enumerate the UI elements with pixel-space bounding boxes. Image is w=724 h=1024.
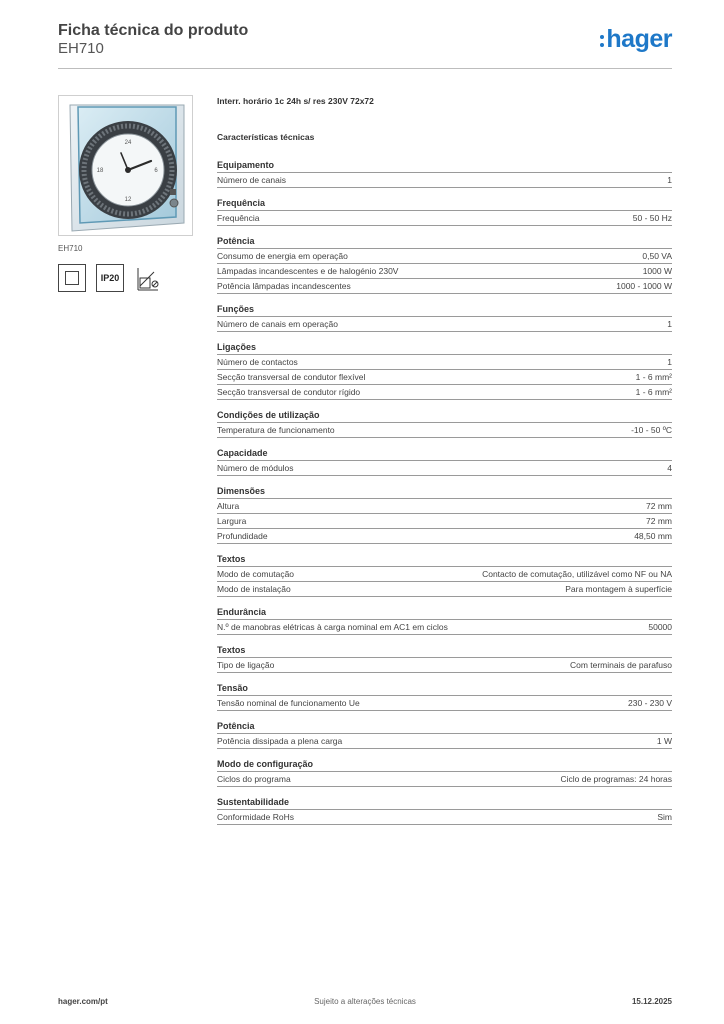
spec-value: 1000 W	[642, 265, 672, 276]
logo-text: hager	[606, 25, 672, 53]
spec-row	[217, 264, 672, 279]
spec-group	[217, 159, 672, 188]
spec-label: Potência lâmpadas incandescentes	[217, 280, 351, 291]
spec-row	[217, 499, 672, 514]
spec-label: Ciclos do programa	[217, 773, 291, 784]
spec-group	[217, 606, 672, 635]
spec-row	[217, 249, 672, 264]
spec-row	[217, 582, 672, 597]
spec-value: Para montagem à superfície	[565, 583, 672, 594]
spec-value: 1000 - 1000 W	[616, 280, 672, 291]
spec-value: Com terminais de parafuso	[569, 659, 672, 670]
spec-label: Temperatura de funcionamento	[217, 424, 335, 435]
spec-row	[217, 211, 672, 226]
spec-group	[217, 235, 672, 294]
spec-label: N.º de manobras elétricas à carga nominal em AC1 em ciclos	[217, 621, 448, 632]
spec-row	[217, 734, 672, 749]
spec-group	[217, 341, 672, 400]
spec-group	[217, 409, 672, 438]
spec-value: 1	[667, 356, 672, 367]
section-title: Características técnicas	[217, 132, 315, 142]
spec-value: 48,50 mm	[634, 530, 672, 541]
spec-label: Tipo de ligação	[217, 659, 275, 670]
spec-value: 1	[667, 318, 672, 329]
installation-symbol-icon	[134, 264, 162, 292]
spec-label: Número de canais em operação	[217, 318, 338, 329]
ip20-label: IP20	[100, 273, 120, 283]
spec-group-title: Dimensões	[217, 485, 672, 499]
spec-label: Tensão nominal de funcionamento Ue	[217, 697, 360, 708]
spec-group	[217, 197, 672, 226]
dial-label: 12	[124, 197, 132, 203]
spec-group	[217, 644, 672, 673]
spec-group-title: Endurância	[217, 606, 672, 620]
spec-label: Secção transversal de condutor rígido	[217, 386, 361, 397]
spec-group-title: Potência	[217, 720, 672, 734]
image-caption: EH710	[58, 244, 83, 253]
spec-group-title: Tensão	[217, 682, 672, 696]
spec-row	[217, 173, 672, 188]
spec-label: Frequência	[217, 212, 260, 223]
spec-value: 1	[667, 174, 672, 185]
spec-value: 1 - 6 mm²	[635, 386, 672, 397]
spec-label: Lâmpadas incandescentes e de halogénio 230V	[217, 265, 399, 276]
spec-label: Secção transversal de condutor flexível	[217, 371, 366, 382]
spec-row	[217, 317, 672, 332]
spec-group-title: Funções	[217, 303, 672, 317]
spec-row	[217, 355, 672, 370]
spec-group-title: Textos	[217, 553, 672, 567]
spec-row	[217, 620, 672, 635]
spec-group	[217, 485, 672, 544]
footer-date: 15.12.2025	[631, 997, 672, 1006]
spec-group	[217, 553, 672, 597]
spec-value: 72 mm	[646, 500, 672, 511]
spec-groups	[217, 159, 672, 825]
spec-group	[217, 796, 672, 825]
spec-group-title: Condições de utilização	[217, 409, 672, 423]
spec-group	[217, 682, 672, 711]
spec-value: 230 - 230 V	[628, 697, 672, 708]
spec-value: 50 - 50 Hz	[632, 212, 672, 223]
spec-label: Potência dissipada a plena carga	[217, 735, 343, 746]
spec-row	[217, 658, 672, 673]
spec-group-title: Potência	[217, 235, 672, 249]
spec-group-title: Sustentabilidade	[217, 796, 672, 810]
spec-label: Número de contactos	[217, 356, 298, 367]
spec-label: Largura	[217, 515, 247, 526]
logo-dots-icon	[600, 34, 604, 48]
spec-value: 0,50 VA	[642, 250, 672, 261]
technical-content	[217, 96, 672, 834]
spec-row	[217, 423, 672, 438]
spec-label: Número de módulos	[217, 462, 294, 473]
spec-label: Consumo de energia em operação	[217, 250, 348, 261]
spec-value: 72 mm	[646, 515, 672, 526]
product-image	[58, 95, 193, 236]
header-divider	[58, 68, 672, 69]
spec-group-title: Textos	[217, 644, 672, 658]
spec-group-title: Modo de configuração	[217, 758, 672, 772]
dial-label: 6	[154, 168, 158, 174]
spec-row	[217, 370, 672, 385]
document-title: Ficha técnica do produto	[58, 22, 249, 39]
spec-group	[217, 720, 672, 749]
spec-row	[217, 772, 672, 787]
class-ii-symbol-icon	[58, 264, 86, 292]
product-reference: EH710	[58, 40, 104, 57]
spec-row	[217, 529, 672, 544]
spec-group-title: Ligações	[217, 341, 672, 355]
spec-row	[217, 696, 672, 711]
spec-label: Número de canais	[217, 174, 286, 185]
spec-group-title: Capacidade	[217, 447, 672, 461]
spec-value: 1 W	[656, 735, 672, 746]
hager-logo	[600, 27, 672, 52]
spec-row	[217, 385, 672, 400]
product-description: Interr. horário 1c 24h s/ res 230V 72x72	[217, 96, 374, 106]
spec-value: -10 - 50 ºC	[631, 424, 672, 435]
dial-label: 24	[124, 140, 132, 146]
footer-website: hager.com/pt	[58, 997, 108, 1006]
spec-group-title: Frequência	[217, 197, 672, 211]
spec-row	[217, 461, 672, 476]
spec-group-title: Equipamento	[217, 159, 672, 173]
footer-notice: Sujeito a alterações técnicas	[314, 997, 416, 1006]
spec-label: Modo de comutação	[217, 568, 295, 579]
spec-value: Sim	[657, 811, 672, 822]
spec-row	[217, 279, 672, 294]
spec-value: Ciclo de programas: 24 horas	[560, 773, 672, 784]
spec-value: 50000	[648, 621, 672, 632]
spec-label: Altura	[217, 500, 240, 511]
spec-group	[217, 447, 672, 476]
spec-group	[217, 758, 672, 787]
spec-value: Contacto de comutação, utilizável como NF ou NA	[482, 568, 672, 579]
spec-label: Modo de instalação	[217, 583, 291, 594]
spec-group	[217, 303, 672, 332]
spec-row	[217, 567, 672, 582]
spec-label: Conformidade RoHs	[217, 811, 295, 822]
spec-row	[217, 514, 672, 529]
ip20-icon	[96, 264, 124, 292]
spec-label: Profundidade	[217, 530, 268, 541]
spec-row	[217, 810, 672, 825]
spec-value: 4	[667, 462, 672, 473]
spec-value: 1 - 6 mm²	[635, 371, 672, 382]
dial-label: 18	[96, 168, 104, 174]
